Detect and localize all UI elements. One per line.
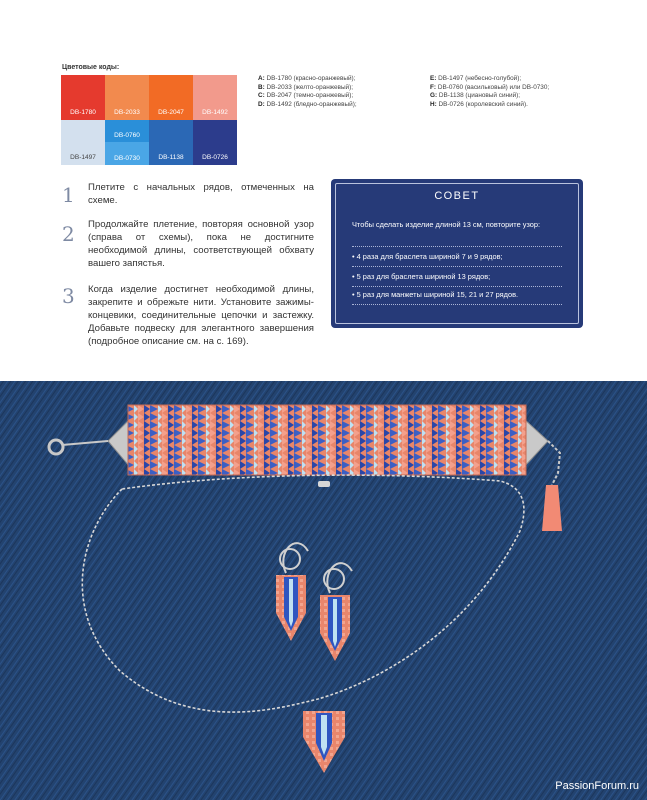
tip-item: • 5 раз для браслета шириной 13 рядов; [352,272,491,281]
legend-item: E: DB-1497 (небесно-голубой); [430,75,522,82]
legend-item: H: DB-0726 (королевский синий). [430,100,528,108]
tip-box [331,179,583,328]
legend-item: D: DB-1492 (бледно-оранжевый); [258,100,357,108]
swatch-db-2047: DB-2047 [149,75,193,120]
swatch-db-1492: DB-1492 [193,75,237,120]
step-number-1: 1 [62,183,75,207]
legend-item: C: DB-2047 (темно-оранжевый); [258,92,354,100]
watermark: PassionForum.ru [555,780,639,792]
tip-divider [352,266,562,267]
necklace-clasp-icon [318,481,330,487]
legend-right [430,75,549,109]
step-number-3: 3 [62,284,75,308]
swatch-db-0760: DB-0760 [105,120,149,142]
tip-intro: Чтобы сделать изделие длиной 13 см, повторите узор: [352,220,541,229]
swatch-db-0730: DB-0730 [105,142,149,165]
swatch-db-2033: DB-2033 [105,75,149,120]
swatch-grid [61,75,238,165]
tip-divider [352,246,562,247]
legend-left [258,75,357,109]
legend-item: G: DB-1138 (циановый синий); [430,92,521,100]
tip-item: • 5 раз для манжеты шириной 15, 21 и 27 рядов. [352,290,519,299]
tip-divider [352,286,562,287]
swatch-db-1138: DB-1138 [149,120,193,165]
step-text-3: Когда изделие достигнет необходимой длины, закрепите и обрежьте нити. Установите зажимы-концевики, соединительные цепочки и застежку. Добавьте подвеску для элегантного завершения (подробное описание см. на с. 169). [88,284,314,347]
jewelry-photo [0,381,647,800]
step-number-2: 2 [62,222,75,246]
color-codes-title: Цветовые коды: [62,64,120,71]
legend-item: F: DB-0760 (васильковый) или DB-0730; [430,83,550,91]
jewelry-illustration [0,381,647,800]
legend-item: B: DB-2033 (желто-оранжевый); [258,83,354,91]
tip-frame [335,183,579,324]
tip-item: • 4 раза для браслета шириной 7 и 9 рядов; [352,252,503,261]
swatch-db-1780: DB-1780 [61,75,105,120]
swatch-db-0726: DB-0726 [193,120,237,165]
tip-title: СОВЕТ [434,190,480,202]
step-text-1: Плетите с начальных рядов, отмеченных на схеме. [88,182,314,206]
legend-item: A: DB-1780 (красно-оранжевый); [258,75,356,82]
swatch-db-1497: DB-1497 [61,120,105,165]
step-text-2: Продолжайте плетение, повторяя основной узор (справа от схемы), пока не достигните необходимой длины, соответствующей обхвату вашего запястья. [88,219,314,269]
tip-divider [352,304,562,305]
